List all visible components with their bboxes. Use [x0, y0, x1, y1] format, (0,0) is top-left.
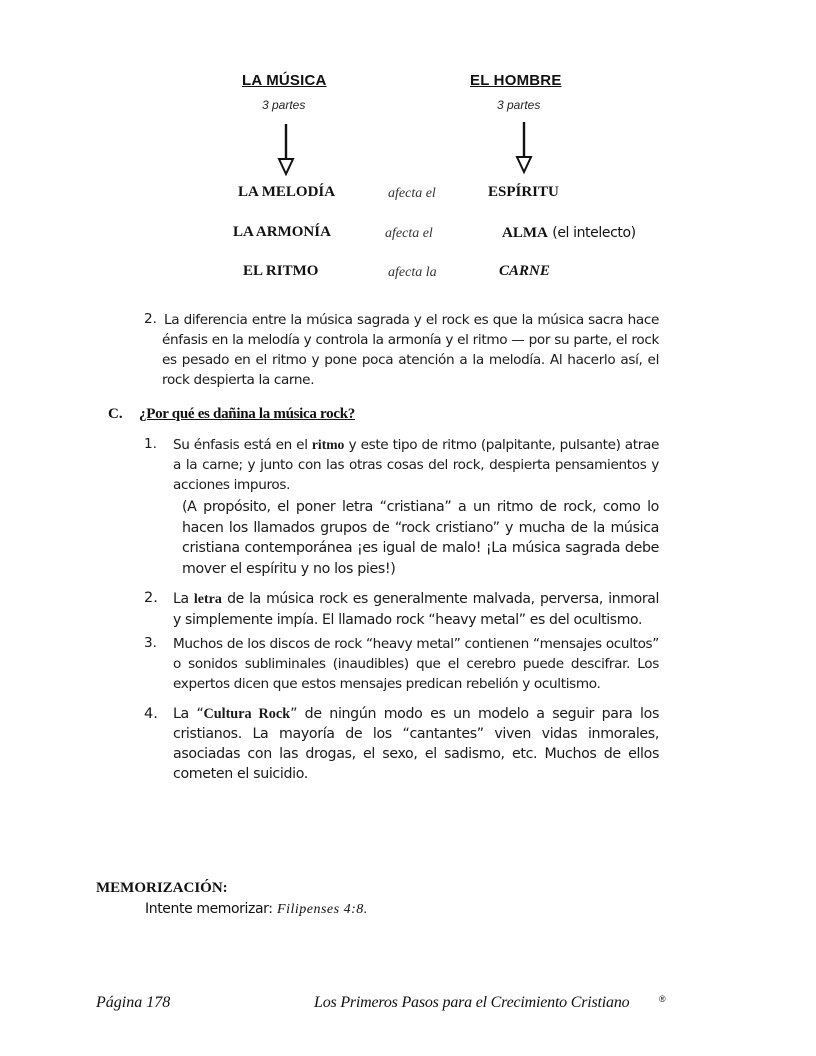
point-number: 2.: [144, 311, 157, 327]
item-emphasis: ritmo: [311, 437, 345, 452]
item-text: ” de ningún modo es un modelo a seguir para los cristianos. La mayoría de los “cantantes” viven vidas inmorales, asociadas con las drogas, el sexo, el sadismo, etc. Muchos de ellos cometen el suicidio.: [173, 706, 659, 782]
affects-label: afecta el: [388, 186, 436, 201]
list-item: [173, 634, 659, 694]
page-number: Página 178: [96, 994, 171, 1011]
item-text: Su énfasis está en el: [173, 437, 312, 453]
item-emphasis: Cultura Rock: [203, 706, 291, 722]
item-text: La: [173, 591, 194, 607]
music-header: LA MÚSICA: [242, 72, 327, 89]
list-item: [173, 435, 659, 495]
item-text: de la música rock es generalmente malvada, perversa, inmoral y simplemente impía. El llamado rock “heavy metal” es del ocultismo.: [173, 591, 659, 628]
list-item: [173, 589, 659, 630]
down-arrow-icon: [276, 124, 296, 176]
section-letter: C.: [108, 406, 123, 422]
intellect-note: (el intelecto): [552, 225, 636, 241]
memorization-line: [145, 900, 368, 918]
point-paragraph: [164, 310, 659, 390]
item-number: 4.: [144, 706, 158, 722]
affects-label: afecta la: [388, 265, 437, 280]
man-parts-label: 3 partes: [497, 98, 541, 112]
point-text: La diferencia entre la música sagrada y el rock es que la música sacra hace énfasis en la melodía y controla la armonía y el ritmo — por su parte, el rock es pesado en el ritmo y pone poca atención a la melodía. Al hacerlo así, el rock despierta la carne.: [162, 312, 659, 388]
soul-line: [502, 224, 636, 242]
item-emphasis: letra: [193, 592, 222, 607]
item-text: Muchos de los discos de rock “heavy metal” contienen “mensajes ocultos” o sonidos subliminales (inaudibles) que el cerebro puede descifrar. Los expertos dicen que estos mensajes predican rebelión y ocultismo.: [173, 636, 659, 692]
book-title: Los Primeros Pasos para el Crecimiento Cristiano: [314, 994, 630, 1011]
rhythm-label: EL RITMO: [243, 263, 319, 279]
item-number: 2.: [144, 590, 158, 606]
item-number: 1.: [144, 436, 157, 452]
list-item: [173, 704, 659, 784]
spirit-label: ESPÍRITU: [488, 184, 559, 200]
down-arrow-icon: [514, 122, 534, 174]
aside-note: (A propósito, el poner letra “cristiana” a un ritmo de rock, como lo hacen los llamados grupos de “rock cristiano” y mucha de la música cristiana contemporánea ¡es igual de malo! ¡La música sagrada debe mover el espíritu y no los pies!): [182, 499, 659, 577]
music-parts-label: 3 partes: [262, 98, 306, 112]
section-title: ¿Por qué es dañina la música rock?: [139, 406, 355, 422]
item-text: La “: [173, 706, 204, 722]
item-number: 3.: [144, 635, 157, 651]
harmony-label: LA ARMONÍA: [233, 224, 331, 240]
flesh-label: CARNE: [499, 263, 550, 279]
affects-label: afecta el: [385, 226, 433, 241]
memorization-lead: Intente memorizar:: [145, 901, 273, 917]
melody-label: LA MELODÍA: [238, 184, 336, 200]
registered-mark: ®: [659, 994, 666, 1004]
memorization-heading: MEMORIZACIÓN:: [96, 880, 228, 896]
item-text: y este tipo de ritmo (palpitante, pulsante) atrae a la carne; y junto con las otras cosas del rock, despierta pensamientos y acciones impuros.: [173, 437, 659, 493]
soul-label: ALMA: [502, 225, 548, 241]
man-header: EL HOMBRE: [470, 72, 562, 89]
memorization-verse: Filipenses 4:8.: [277, 902, 368, 917]
